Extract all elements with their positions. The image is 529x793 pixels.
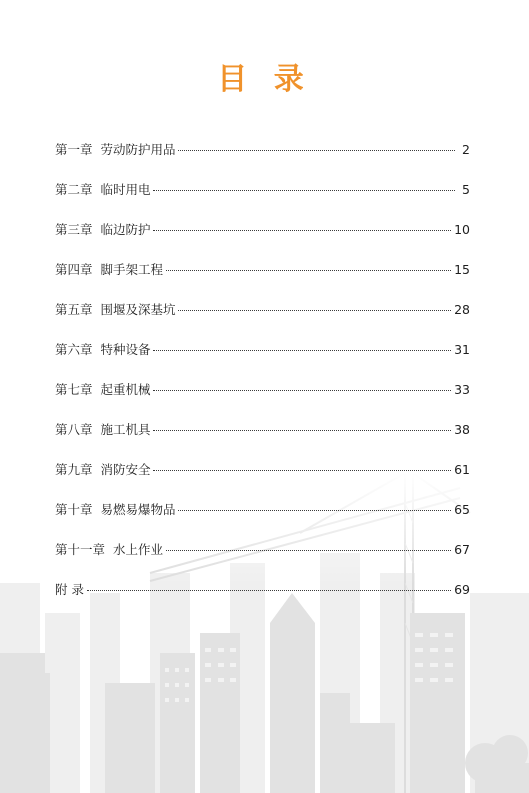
toc-entry-title: 第四章 脚手架工程 [55,262,163,277]
toc-entry-page-number: 69 [454,582,470,597]
toc-entry-page-number: 61 [454,462,470,477]
toc-entry[interactable] [55,140,470,180]
toc-entry[interactable] [55,420,470,460]
dot-leader [178,510,451,511]
dot-leader [166,270,451,271]
dot-leader [153,230,451,231]
table-of-contents [55,140,470,620]
toc-entry-page-number: 28 [454,302,470,317]
toc-entry-page-number: 67 [454,542,470,557]
toc-entry-page-number: 65 [454,502,470,517]
toc-entry-title: 第九章 消防安全 [55,462,151,477]
toc-entry[interactable] [55,300,470,340]
toc-entry-title: 附 录 [55,582,84,597]
dot-leader [178,150,455,151]
toc-entry[interactable] [55,460,470,500]
toc-entry-page-number: 2 [462,142,470,157]
toc-entry-title: 第七章 起重机械 [55,382,151,397]
toc-entry[interactable] [55,580,470,620]
dot-leader [153,390,451,391]
toc-entry[interactable] [55,500,470,540]
dot-leader [153,470,451,471]
dot-leader [153,430,451,431]
toc-entry-title: 第六章 特种设备 [55,342,151,357]
toc-entry[interactable] [55,540,470,580]
dot-leader [153,190,455,191]
toc-entry-page-number: 15 [454,262,470,277]
dot-leader [87,590,451,591]
toc-entry-page-number: 33 [454,382,470,397]
toc-entry-title: 第十一章 水上作业 [55,542,163,557]
toc-entry-title: 第八章 施工机具 [55,422,151,437]
dot-leader [166,550,451,551]
toc-entry-page-number: 31 [454,342,470,357]
toc-entry-page-number: 38 [454,422,470,437]
toc-entry[interactable] [55,340,470,380]
toc-entry[interactable] [55,260,470,300]
toc-entry[interactable] [55,180,470,220]
toc-entry-title: 第一章 劳动防护用品 [55,142,176,157]
page-title: 目 录 [217,62,312,97]
dot-leader [178,310,451,311]
toc-entry[interactable] [55,380,470,420]
toc-entry-title: 第二章 临时用电 [55,182,151,197]
dot-leader [153,350,451,351]
toc-entry-title: 第五章 围堰及深基坑 [55,302,176,317]
toc-entry-page-number: 5 [462,182,470,197]
toc-entry-page-number: 10 [454,222,470,237]
toc-entry-title: 第三章 临边防护 [55,222,151,237]
toc-entry[interactable] [55,220,470,260]
toc-entry-title: 第十章 易燃易爆物品 [55,502,176,517]
